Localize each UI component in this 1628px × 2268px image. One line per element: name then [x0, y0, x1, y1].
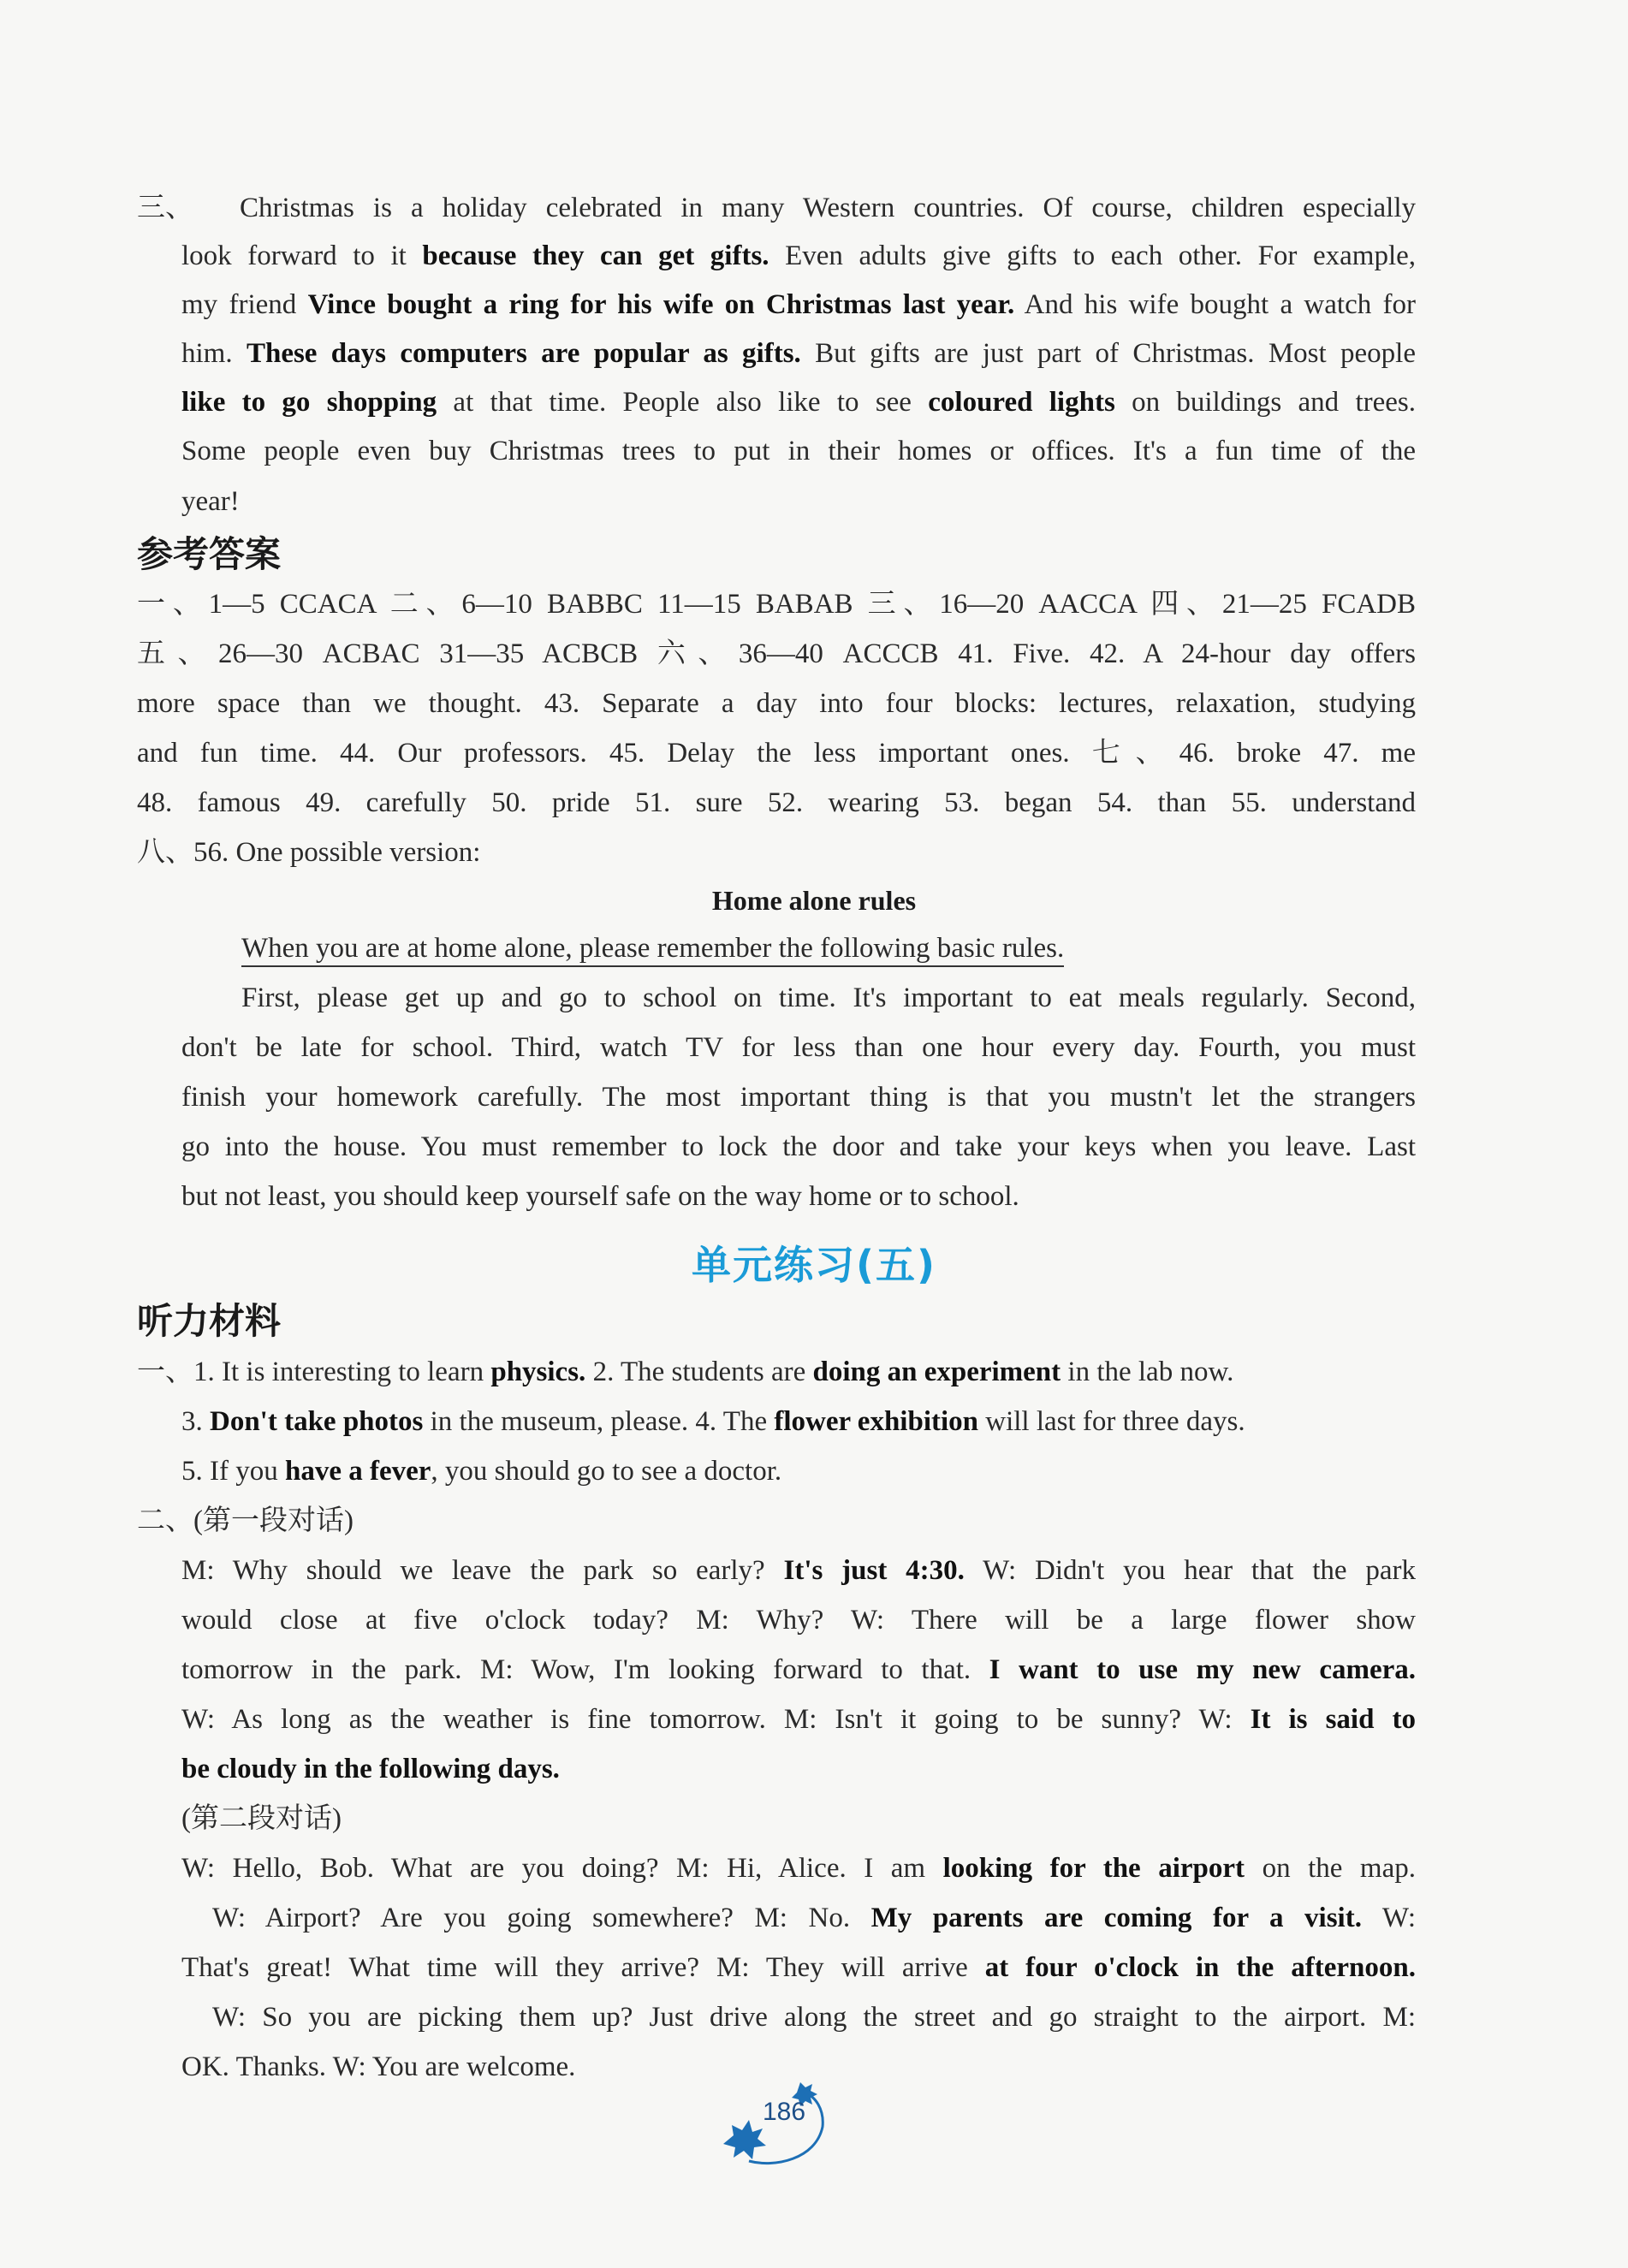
essay-line: finish your homework carefully. The most important thing is that you mustn't let the strangers	[181, 1082, 1416, 1113]
dialogue-label: (第二段对话)	[181, 1803, 342, 1834]
answers-line: 五、26—30 ACBAC 31—35 ACBCB 六、36—40 ACCCB 41. Five. 42. A 24-hour day offers	[137, 638, 1416, 669]
dialogue-line: M: Why should we leave the park so early? It's just 4:30. W: Didn't you hear that the park	[181, 1555, 1416, 1586]
dialogue-line: That's great! What time will they arrive? M: They will arrive at four o'clock in the afternoon.	[181, 1952, 1416, 1983]
dialogue-line: W: Airport? Are you going somewhere? M: No. My parents are coming for a visit. W:	[212, 1903, 1416, 1933]
essay-line: don't be late for school. Third, watch TV for less than one hour every day. Fourth, you must	[181, 1032, 1416, 1063]
page-number	[715, 2075, 843, 2170]
answers-heading: 参考答案	[137, 533, 282, 575]
dialogue-line: would close at five o'clock today? M: Why? W: There will be a large flower show	[181, 1605, 1416, 1636]
christmas-line: my friend Vince bought a ring for his wife on Christmas last year. And his wife bought a watch for	[181, 289, 1416, 320]
christmas-line: Christmas is a holiday celebrated in many Western countries. Of course, children especially	[240, 193, 1416, 223]
dialogue-line: W: As long as the weather is fine tomorrow. M: Isn't it going to be sunny? W: It is said to	[181, 1704, 1416, 1735]
christmas-line: him. These days computers are popular as gifts. But gifts are just part of Christmas. Most people	[181, 338, 1416, 369]
answers-line: more space than we thought. 43. Separate a day into four blocks: lectures, relaxation, studying	[137, 688, 1416, 719]
listening-line: 一、1. It is interesting to learn physics. 2. The students are doing an experiment in the lab now.	[137, 1357, 1234, 1387]
essay-intro: When you are at home alone, please remember the following basic rules.	[241, 929, 1064, 968]
christmas-line: Some people even buy Christmas trees to put in their homes or offices. It's a fun time of the	[181, 436, 1416, 466]
section-label-san: 三、	[137, 193, 193, 223]
dialogue-line: be cloudy in the following days.	[181, 1754, 560, 1784]
essay-line: go into the house. You must remember to lock the door and take your keys when you leave. Last	[181, 1131, 1416, 1162]
christmas-line: like to go shopping at that time. People also like to see coloured lights on buildings and trees.	[181, 387, 1417, 418]
dialogue-label: 二、(第一段对话)	[137, 1505, 354, 1536]
page-number-text: 186	[763, 2098, 806, 2126]
christmas-line: look forward to it because they can get gifts. Even adults give gifts to each other. For example,	[181, 240, 1417, 271]
answers-line: 48. famous 49. carefully 50. pride 51. sure 52. wearing 53. began 54. than 55. understand	[137, 787, 1416, 818]
dialogue-line: W: So you are picking them up? Just drive along the street and go straight to the airport. M:	[212, 2002, 1416, 2033]
dialogue-line: tomorrow in the park. M: Wow, I'm looking forward to that. I want to use my new camera.	[181, 1654, 1416, 1685]
essay-line: but not least, you should keep yourself safe on the way home or to school.	[181, 1181, 1019, 1212]
unit-title: 单元练习(五)	[691, 1242, 937, 1288]
essay-line: First, please get up and go to school on time. It's important to eat meals regularly. Second,	[241, 983, 1416, 1013]
essay-title: Home alone rules	[711, 885, 917, 916]
christmas-line: year!	[181, 486, 240, 517]
answers-line: 一、1—5 CCACA 二、6—10 BABBC 11—15 BABAB 三、16—20 AACCA 四、21—25 FCADB	[137, 589, 1416, 620]
listening-line: 3. Don't take photos in the museum, please. 4. The flower exhibition will last for three days.	[181, 1406, 1245, 1437]
answers-line: and fun time. 44. Our professors. 45. Delay the less important ones. 七、46. broke 47. me	[137, 738, 1416, 769]
listening-heading: 听力材料	[137, 1300, 282, 1342]
dialogue-line: W: Hello, Bob. What are you doing? M: Hi, Alice. I am looking for the airport on the map.	[181, 1853, 1416, 1884]
answers-line: 八、56. One possible version:	[137, 837, 481, 868]
listening-line: 5. If you have a fever, you should go to see a doctor.	[181, 1456, 782, 1487]
dialogue-line: OK. Thanks. W: You are welcome.	[181, 2051, 576, 2082]
